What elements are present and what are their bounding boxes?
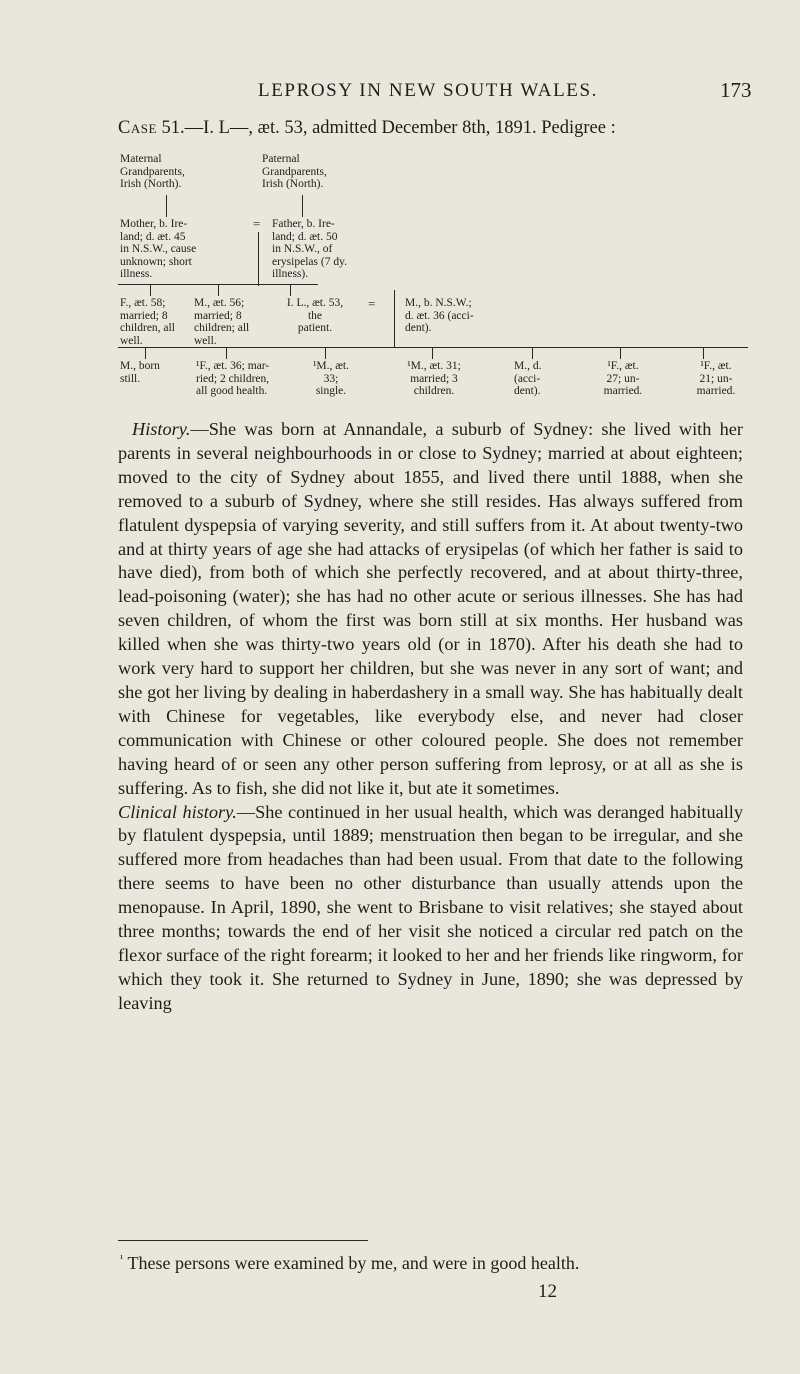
page-number: 173	[720, 78, 752, 102]
clinical-label: Clinical history.	[118, 801, 237, 822]
marriage-sign: =	[253, 216, 261, 231]
history-label: History.	[132, 419, 191, 439]
case-heading	[118, 118, 616, 139]
patient-entry: I. L., æt. 53, the patient.	[286, 297, 344, 334]
child-entry: ¹M., æt. 33; single.	[312, 360, 350, 397]
sibling-entry: M., æt. 56; married; 8 children; all well.	[194, 297, 250, 347]
paternal-grandparents: Paternal Grandparents, Irish (North).	[262, 153, 327, 190]
pedigree-line	[226, 347, 227, 359]
child-entry: ¹F., æt. 27; un- married.	[603, 360, 643, 397]
footnote-rule	[118, 1240, 368, 1241]
pedigree-line	[432, 347, 433, 359]
pedigree-line	[325, 347, 326, 359]
husband-entry: M., b. N.S.W.; d. æt. 36 (acci- dent).	[405, 297, 474, 334]
child-entry: ¹M., æt. 31; married; 3 children.	[407, 360, 461, 397]
pedigree-line	[532, 347, 533, 359]
footnote-text: These persons were examined by me, and were in good health.	[123, 1253, 580, 1273]
pedigree-line	[394, 290, 395, 348]
pedigree-line	[302, 195, 303, 217]
mother-entry: Mother, b. Ire- land; d. æt. 45 in N.S.W., cause unknown; short illness.	[120, 218, 197, 280]
pedigree-line	[218, 284, 219, 296]
child-entry: ¹F., æt. 36; mar- ried; 2 children, all good health.	[196, 360, 270, 397]
running-title: LEPROSY IN NEW SOUTH WALES.	[258, 80, 598, 101]
pedigree-line	[150, 284, 151, 296]
pedigree-line	[118, 347, 748, 348]
case-heading-text: 51.—I. L—, æt. 53, admitted December 8th, 1891. Pedigree :	[156, 118, 616, 138]
history-paragraph	[118, 418, 743, 801]
pedigree-line	[620, 347, 621, 359]
footnote	[120, 1253, 579, 1274]
child-entry: M., born still.	[120, 360, 160, 385]
signature-mark: 12	[538, 1281, 557, 1302]
maternal-grandparents: Maternal Grandparents, Irish (North).	[120, 153, 185, 190]
footnote-mark: ¹	[120, 1253, 124, 1265]
history-text: —She was born at Annandale, a suburb of Sydney: she lived with her parents in several neighbourhoods in or close to Sydney; married at about eighteen; moved to the city of Sydney about 1855, and lived there until 1888, when she removed to a suburb of Sydney, where she still resides. Has always suffered from flatulent dyspepsia of varying severity, and still suffers from it. At about twenty-two and at thirty years of age she had attacks of erysipelas (of which her father is said to have died), from both of which she perfectly recovered, and at about thirty-three, lead-poisoning (water); she has had no other acute or serious illnesses. She has had seven children, of whom the first was born still at six months. Her husband was killed when she was thirty-two years old (or in 1870). After his death she had to work very hard to support her children, but she was never in any sort of want; and she got her living by dealing in haberdashery in a small way. She has habitually dealt with Chinese for vegetables, like everybody else, and never had closer communication with Chinese or other coloured people. She does not remember having heard of or seen any other person suffering from leprosy, or at all as she is suffering. As to fish, she did not like it, but ate it sometimes.	[118, 419, 743, 798]
marriage-sign: =	[368, 296, 376, 311]
clinical-paragraph	[118, 801, 743, 1016]
child-entry: M., d. (acci- dent).	[514, 360, 542, 397]
father-entry: Father, b. Ire- land; d. æt. 50 in N.S.W., of erysipelas (7 dy. illness).	[272, 218, 347, 280]
case-label: Case	[118, 118, 157, 138]
sibling-entry: F., æt. 58; married; 8 children, all well.	[120, 297, 175, 347]
clinical-text: —She continued in her usual health, which was deranged habitually by flatulent dyspepsia, until 1889; menstruation then began to be irregular, and she suffered more from headaches than had been usual. From that date to the following there seems to have been no other disturbance than usually attends upon the menopause. In April, 1890, she went to Brisbane to visit relatives; she stayed about three months; towards the end of her visit she noticed a circular red patch on the flexor surface of the right forearm; it looked to her and her friends like ringworm, for which they took it. She returned to Sydney in June, 1890; she was depressed by leaving	[118, 801, 743, 1013]
pedigree-line	[166, 195, 167, 217]
body-text	[118, 418, 743, 1016]
child-entry: ¹F., æt. 21; un- married.	[696, 360, 736, 397]
pedigree-line	[703, 347, 704, 359]
pedigree-line	[290, 284, 291, 296]
pedigree-line	[145, 347, 146, 359]
pedigree-line	[258, 232, 259, 286]
